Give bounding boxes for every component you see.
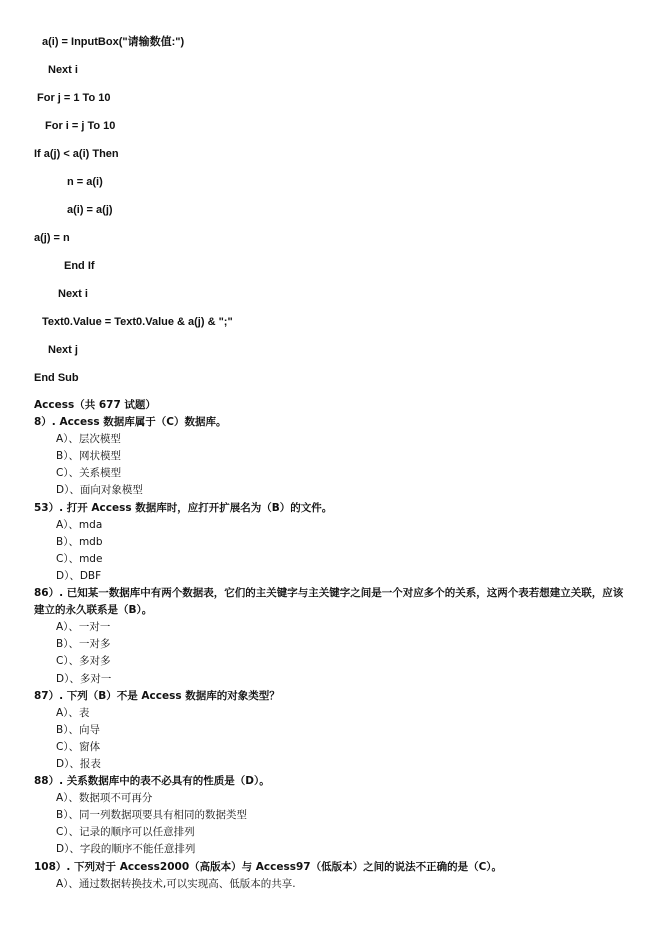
option-item: B）、一对多 — [56, 638, 111, 651]
question-text: 53）. 打开 Access 数据库时，应打开扩展名为（B）的文件。 — [34, 501, 333, 514]
section-header: Access（共 677 试题） — [34, 399, 156, 411]
option-item: A）、层次模型 — [56, 433, 121, 446]
code-line: If a(j) < a(i) Then — [34, 148, 119, 160]
option-item: A）、mda — [56, 518, 103, 531]
option-item: B）、网状模型 — [56, 450, 121, 463]
question-text: 88）. 关系数据库中的表不必具有的性质是（D）。 — [34, 775, 270, 788]
option-item: D）、字段的顺序不能任意排列 — [56, 843, 196, 856]
code-line: End If — [64, 260, 95, 272]
option-item: B）、向导 — [56, 723, 100, 736]
code-line: Next i — [58, 288, 88, 300]
option-item: C）、mde — [56, 552, 103, 565]
option-item: B）、同一列数据项要具有相同的数据类型 — [56, 809, 247, 822]
option-item: C）、窗体 — [56, 740, 101, 753]
option-item: B）、mdb — [56, 535, 103, 548]
option-item: D）、多对一 — [56, 672, 112, 685]
code-line: a(i) = a(j) — [67, 204, 113, 216]
option-item: D）、DBF — [56, 569, 102, 582]
question-block — [34, 773, 634, 858]
question-text: 86）. 已知某一数据库中有两个数据表，它们的主关键字与主关键字之间是一个对应多个的关系，这两个表若想建立关联，应该建立的永久联系是（B）。 — [34, 587, 624, 617]
question-block — [34, 585, 634, 688]
code-line: Next j — [48, 344, 78, 356]
option-item: C）、记录的顺序可以任意排列 — [56, 826, 195, 839]
question-text: 108）. 下列对于 Access2000（高版本）与 Access97（低版本）之间的说法不正确的是（C）。 — [34, 860, 503, 873]
option-item: A）、数据项不可再分 — [56, 792, 153, 805]
code-line: Text0.Value = Text0.Value & a(j) & ";" — [42, 316, 233, 328]
question-block — [34, 414, 634, 499]
option-item: D）、面向对象模型 — [56, 484, 143, 497]
question-block — [34, 859, 634, 893]
question-block — [34, 500, 634, 585]
code-line: End Sub — [34, 372, 79, 384]
code-line: Next i — [48, 64, 78, 76]
option-item: D）、报表 — [56, 757, 101, 770]
code-line: For j = 1 To 10 — [37, 92, 111, 104]
option-item: C）、多对多 — [56, 655, 111, 668]
code-line: For i = j To 10 — [45, 120, 116, 132]
question-block — [34, 688, 634, 773]
option-item: A）、表 — [56, 706, 90, 719]
option-item: C）、关系模型 — [56, 467, 122, 480]
code-line: a(i) = InputBox("请输数值:") — [42, 36, 185, 48]
question-section — [34, 397, 634, 893]
code-line: a(j) = n — [34, 232, 70, 244]
question-text: 8）. Access 数据库属于（C）数据库。 — [34, 416, 227, 429]
question-text: 87）. 下列（B）不是 Access 数据库的对象类型？ — [34, 689, 280, 702]
option-item: A）、一对一 — [56, 621, 111, 634]
code-line: n = a(i) — [67, 176, 103, 188]
option-item: A）、通过数据转换技术,可以实现高、低版本的共享. — [56, 877, 296, 890]
